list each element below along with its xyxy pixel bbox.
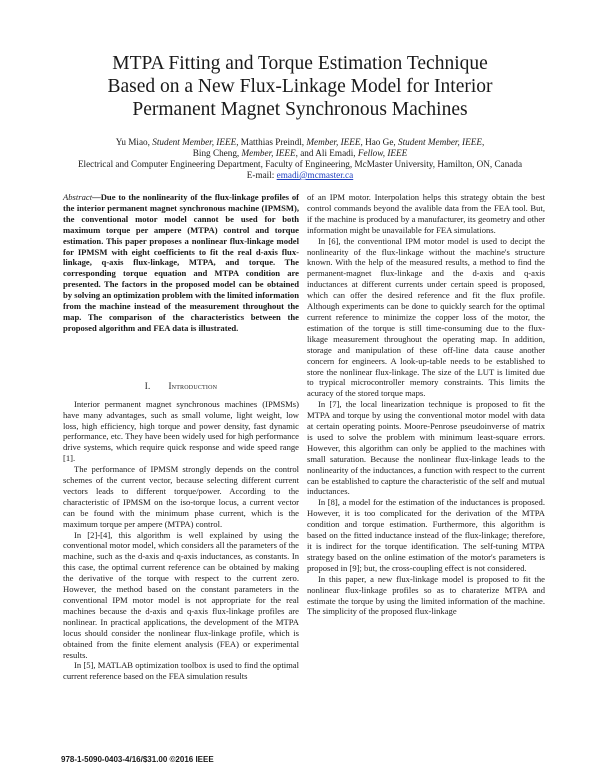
- abstract-label: Abstract: [63, 192, 93, 202]
- author-name: Yu Miao,: [115, 137, 153, 147]
- title-line-3: Permanent Magnet Synchronous Machines: [132, 99, 468, 120]
- paragraph: In this paper, a new flux-linkage model is proposed to fit the nonlinear flux-linkage profiles so as to charaterize MTPA and estimate the torque by using the limited information of the machine. The simplicity of the proposed flux-linkage: [307, 573, 545, 617]
- paragraph: In [2]-[4], this algorithm is well explained by using the conventional motor model, which considers all the parameters of the machine, such as the d-axis and q-axis inductances, as constants. In this case, the optimal current reference can be obtained by making the derivative of the torque with respect to the current zero. However, the method based on the constant parameters in the conventional IPM motor model is not appropriate for the real machines because the d-axis and q-axis flux-linkage profiles are nonlinear. In practical applications, the development of the MTPA locus should consider the nonlinear flux-linkage profile, which is obtained from the finite element analysis (FEA) or experimental results.: [63, 529, 299, 660]
- paragraph: In [6], the conventional IPM motor model is used to decipt the nonlinearity of the flux-linkage without the machine's structure known. With the help of the measured results, a method to find the permanent-magnet flux-linkage and the d-axis and q-axis inductances at different currents under certain speed is proposed, which can offer the desired reference and fit the flux profile. Although experiments can be done to quickly search for the optimal current reference to minimize the copper loss of the motor, the estimation of the torque is still time-consuming due to the flux-likage measurement throughout the operating map. In addition, storage and manipulation of these off-line data cause another concern for engineers. A look-up-table needs to be established to store the nonlinear flux-linkage. The size of the LUT is limited due to trypical microcontroller memory constraints. This limits the acuracy of the stored torque maps.: [307, 235, 545, 399]
- section-number: I.: [144, 380, 151, 391]
- abstract-text: Due to the nonlinearity of the flux-linkage profiles of the interior permanent magnet synchronous machine (IPMSM), the conventional motor model cannot be used for both maximum torque per ampere (MTPA) control and torque estimation. This paper proposes a nonlinear flux-linkage model for IPMSM with eight coefficients to fit the real d-axis flux-linkage, q-axis flux-linkage, MTPA, and torque. The corresponding torque equation and MTPA condition are presented. The factors in the proposed model can be obtained by solving an optimization problem with the limited information from the machine instead of the measurement throughout the map. The comparison of the characteristics between the proposed algorithm and FEA data is illustrated.: [63, 192, 299, 333]
- section-heading-introduction: [63, 381, 299, 392]
- paragraph-continuation: of an IPM motor. Interpolation helps this strategy obtain the best control commands beyond the avalible data from the FEA tool. But, if the machine is produced by a manufacturer, its geometry and other information might be unavailable for FEA simulations.: [307, 192, 545, 235]
- author-role: Fellow, IEEE: [357, 148, 408, 158]
- author-name: , and Ali Emadi,: [295, 148, 358, 158]
- paragraph: In [8], a model for the estimation of the inductances is proposed. However, it is too complicated for the derivation of the MTPA condition and torque estimation. Furthermore, this algorithm is based on the fitted inductance instead of the flux-linkage; therefore, it is indirect for the torque identification. The self-tuning MTPA strategy based on the online estimation of the motor's parameters is proposed in [9]; but, the cross-coupling effect is not considered.: [307, 497, 545, 573]
- paper-title: [40, 52, 560, 121]
- author-name: , Matthias Preindl,: [236, 137, 307, 147]
- paragraph: In [5], MATLAB optimization toolbox is used to find the optimal current reference based on the FEA simulation results: [63, 660, 299, 682]
- author-block: [40, 137, 560, 181]
- left-column: [63, 192, 299, 682]
- email-link[interactable]: emadi@mcmaster.ca: [276, 170, 354, 180]
- paragraph: The performance of IPMSM strongly depends on the control schemes of the current vector, because selecting different current vectors leads to different torque/power. According to the characteristic of IPMSM on the iso-torque locus, a current vector can be found with the minimum phase current, which is the maximum torque per ampere (MTPA) control.: [63, 464, 299, 529]
- abstract-dash: —: [92, 192, 101, 202]
- title-line-2: Based on a New Flux-Linkage Model for Interior: [107, 76, 493, 97]
- author-line-2: [40, 148, 560, 159]
- paragraph: Interior permanent magnet synchronous machines (IPMSMs) have many advantages, such as small volume, light weight, low loss, high efficiency, high torque and power density, fast dynamic performance, etc. They have been widely used for high performance drive systems, which require quick response and wide speed range [1].: [63, 398, 299, 464]
- email-line: [40, 170, 560, 181]
- abstract: [63, 192, 299, 334]
- email-label: E-mail:: [246, 170, 277, 180]
- author-role: Student Member, IEEE: [152, 137, 237, 147]
- affiliation: Electrical and Computer Engineering Department, Faculty of Engineering, McMaster University, Hamilton, ON, Canada: [77, 159, 523, 169]
- title-line-1: MTPA Fitting and Torque Estimation Technique: [112, 53, 488, 74]
- paragraph: In [7], the local linearization technique is proposed to fit the MTPA and torque by using the conventional motor model with data at certain operating points. Moore-Penrose pseudoinverse of matrix is used to solve the problem with minimum least-square errors. However, this algorithm can only be applied to the machines with small saturation. Because the nonlinear flux-linkage leads to the nonlinearity of the inductances, a function with respect to the current can be established to capture the characteristic of the self and mutual inductances.: [307, 399, 545, 497]
- author-name: , Hao Ge,: [360, 137, 398, 147]
- section-title-initial: I: [168, 380, 172, 391]
- copyright-footer: 978-1-5090-0403-4/16/$31.00 ©2016 IEEE: [61, 755, 214, 764]
- author-role: Member, IEEE: [306, 137, 361, 147]
- author-separator: ,: [481, 137, 485, 147]
- author-role: Student Member, IEEE: [398, 137, 482, 147]
- author-role: Member, IEEE: [241, 148, 296, 158]
- section-title: ntroduction: [171, 380, 218, 391]
- author-line-1: [40, 137, 560, 148]
- author-name: Bing Cheng,: [192, 148, 242, 158]
- right-column: [307, 192, 545, 617]
